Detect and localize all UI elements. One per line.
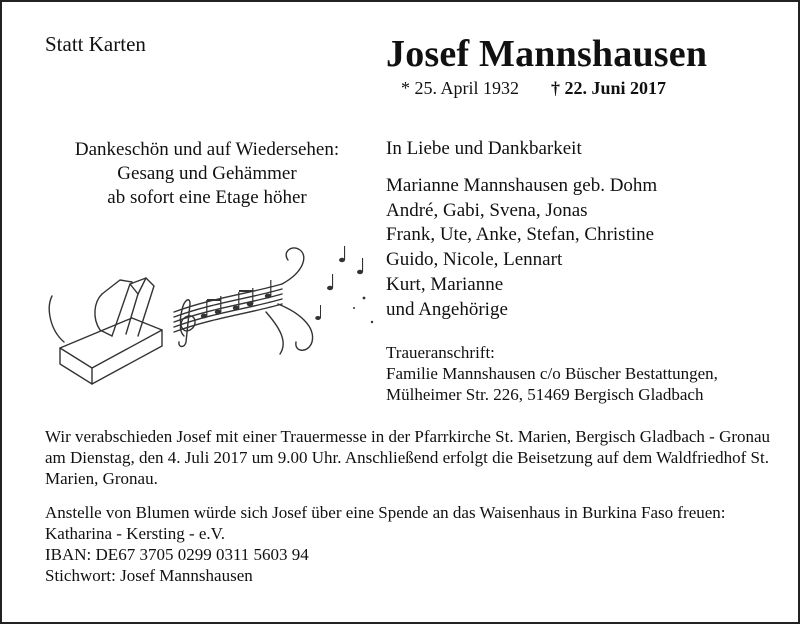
donation-info bbox=[45, 502, 785, 586]
mourners-list bbox=[386, 174, 657, 322]
donation-line: Anstelle von Blumen würde sich Josef über eine Spende an das Waisenhaus in Burkina Faso freuen: bbox=[45, 503, 726, 522]
plane-tool-with-music-notes-icon bbox=[42, 238, 382, 388]
mourner-line: Marianne Mannshausen geb. Dohm bbox=[386, 175, 658, 196]
farewell-quote bbox=[42, 138, 372, 210]
donation-line: IBAN: DE67 3705 0299 0311 5603 94 bbox=[45, 545, 309, 564]
quote-line: Dankeschön und auf Wiedersehen: bbox=[74, 139, 340, 160]
life-dates bbox=[401, 78, 701, 100]
address-line: Familie Mannshausen c/o Büscher Bestattungen, bbox=[386, 364, 718, 383]
address-line: Mülheimer Str. 226, 51469 Bergisch Gladbach bbox=[386, 385, 704, 404]
statt-karten-label: Statt Karten bbox=[45, 32, 146, 56]
mourner-line: Frank, Ute, Anke, Stefan, Christine bbox=[386, 224, 655, 246]
death-date: † 22. Juni 2017 bbox=[551, 78, 667, 98]
donation-line: Stichwort: Josef Mannshausen bbox=[45, 566, 253, 585]
deceased-name: Josef Mannshausen bbox=[386, 33, 708, 75]
address-label: Traueranschrift: bbox=[386, 343, 495, 362]
mourner-line: und Angehörige bbox=[386, 298, 508, 320]
mourner-line: André, Gabi, Svena, Jonas bbox=[386, 199, 588, 221]
mourners-intro: In Liebe und Dankbarkeit bbox=[386, 138, 582, 159]
mourner-line: Guido, Nicole, Lennart bbox=[386, 249, 563, 271]
service-details: Wir verabschieden Josef mit einer Trauermesse in der Pfarrkirche St. Marien, Bergisch Gladbach - Gronau am Dienstag, den 4. Juli 2017 um 9.00 Uhr. Anschließend erfolgt die Beisetzung auf dem Waldfriedhof St. Marien, Gronau. bbox=[45, 427, 771, 488]
mourner-line: Kurt, Marianne bbox=[386, 273, 504, 295]
birth-date: * 25. April 1932 bbox=[401, 78, 520, 98]
donation-line: Katharina - Kersting - e.V. bbox=[45, 524, 226, 543]
quote-line: Gesang und Gehämmer bbox=[117, 163, 297, 184]
quote-line: ab sofort eine Etage höher bbox=[107, 187, 307, 208]
mourning-address bbox=[386, 342, 718, 405]
